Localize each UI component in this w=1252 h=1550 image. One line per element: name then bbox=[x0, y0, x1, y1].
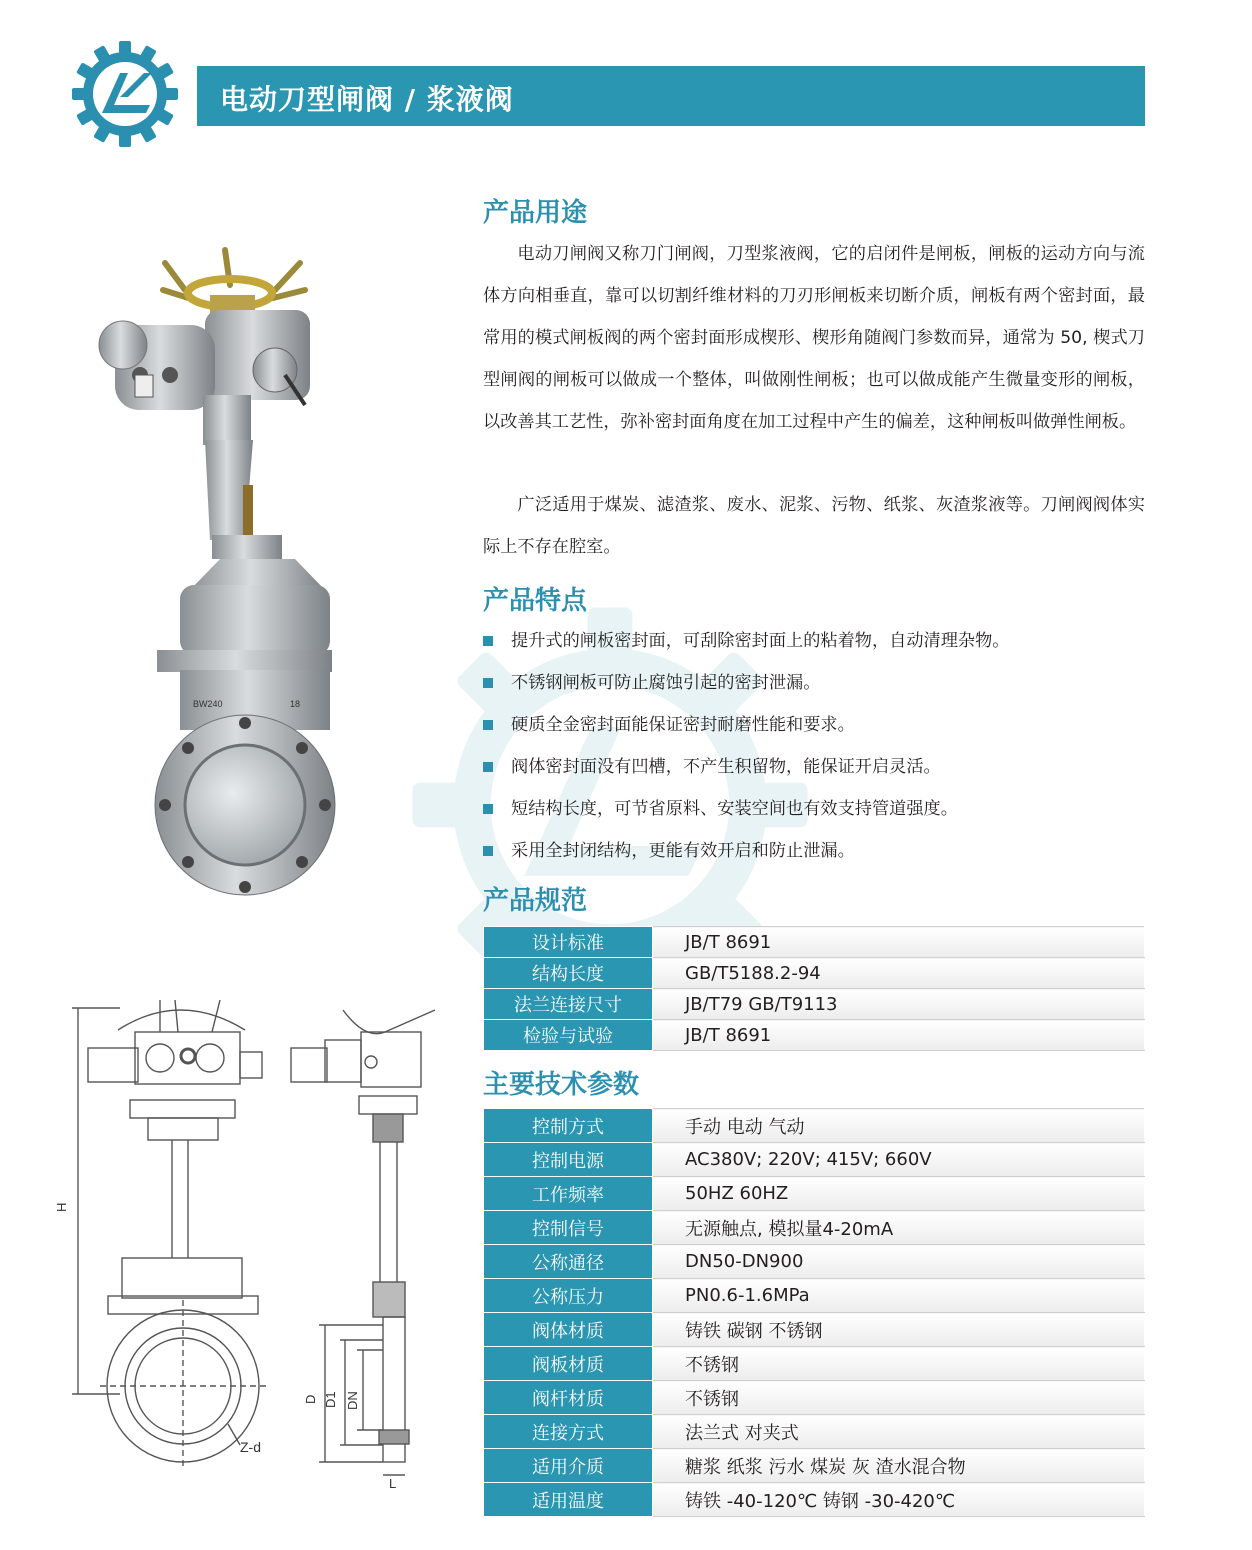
tech-heading: 主要技术参数 bbox=[483, 1070, 640, 1100]
dim-zd-label: Z-d bbox=[240, 1439, 261, 1455]
dim-dn-label: DN bbox=[345, 1391, 360, 1410]
usage-paragraph-2: 广泛适用于煤炭、滤渣浆、废水、泥浆、污物、纸浆、灰渣浆液等。刀闸阀阀体实际上不存在腔室。 bbox=[483, 495, 1145, 557]
feature-item: 短结构长度，可节省原料、安装空间也有效支持管道强度。 bbox=[483, 788, 1145, 830]
features-heading: 产品特点 bbox=[483, 586, 588, 616]
table-row: 连接方式 法兰式 对夹式 bbox=[484, 1415, 1145, 1449]
table-row: 控制信号 无源触点, 模拟量4-20mA bbox=[484, 1211, 1145, 1245]
table-row: 适用介质 糖浆 纸浆 污水 煤炭 灰 渣水混合物 bbox=[484, 1449, 1145, 1483]
dim-d1-label: D1 bbox=[323, 1391, 338, 1408]
features-list bbox=[483, 620, 1145, 872]
feature-item: 硬质全金密封面能保证密封耐磨性能和要求。 bbox=[483, 704, 1145, 746]
table-row: 公称压力 PN0.6-1.6MPa bbox=[484, 1279, 1145, 1313]
page-title: 电动刀型闸阀 / 浆液阀 bbox=[220, 83, 514, 116]
front-view-drawing bbox=[54, 1000, 290, 1480]
table-row: 阀体材质 铸铁 碳钢 不锈钢 bbox=[484, 1313, 1145, 1347]
table-row: 适用温度 铸铁 -40-120℃ 铸钢 -30-420℃ bbox=[484, 1483, 1145, 1517]
gear-logo-icon bbox=[70, 39, 180, 149]
table-row: 控制方式 手动 电动 气动 bbox=[484, 1109, 1145, 1143]
bullet-square-icon bbox=[483, 762, 493, 772]
table-row: 工作频率 50HZ 60HZ bbox=[484, 1177, 1145, 1211]
dim-l-label: L bbox=[389, 1476, 397, 1491]
table-row: 法兰连接尺寸 JB/T79 GB/T9113 bbox=[484, 989, 1145, 1020]
bullet-square-icon bbox=[483, 720, 493, 730]
table-row: 阀杆材质 不锈钢 bbox=[484, 1381, 1145, 1415]
dim-d-label: D bbox=[303, 1394, 318, 1404]
feature-item: 不锈钢闸板可防止腐蚀引起的密封泄漏。 bbox=[483, 662, 1145, 704]
specs-table bbox=[483, 926, 1145, 1051]
bullet-square-icon bbox=[483, 846, 493, 856]
table-row: 检验与试验 JB/T 8691 bbox=[484, 1020, 1145, 1051]
feature-item: 采用全封闭结构，更能有效开启和防止泄漏。 bbox=[483, 830, 1145, 872]
table-row: 控制电源 AC380V; 220V; 415V; 660V bbox=[484, 1143, 1145, 1177]
bullet-square-icon bbox=[483, 636, 493, 646]
usage-heading: 产品用途 bbox=[483, 198, 588, 228]
table-row: 阀板材质 不锈钢 bbox=[484, 1347, 1145, 1381]
tech-params-table bbox=[483, 1108, 1145, 1517]
table-row: 结构长度 GB/T5188.2-94 bbox=[484, 958, 1145, 989]
side-view-drawing bbox=[285, 1000, 455, 1490]
bullet-square-icon bbox=[483, 804, 493, 814]
specs-heading: 产品规范 bbox=[483, 886, 588, 916]
nameplate-mark: 18 bbox=[290, 699, 301, 709]
table-row: 设计标准 JB/T 8691 bbox=[484, 927, 1145, 958]
bullet-square-icon bbox=[483, 678, 493, 688]
valve-product-photo bbox=[85, 245, 365, 895]
feature-item: 阀体密封面没有凹槽，不产生积留物，能保证开启灵活。 bbox=[483, 746, 1145, 788]
feature-item: 提升式的闸板密封面，可刮除密封面上的粘着物，自动清理杂物。 bbox=[483, 620, 1145, 662]
usage-paragraph-1: 电动刀闸阀又称刀门闸阀，刀型浆液阀，它的启闭件是闸板，闸板的运动方向与流体方向相垂直，靠可以切割纤维材料的刀刃形闸板来切断介质，闸板有两个密封面，最常用的模式闸板阀的两个密封面形成楔形、楔形角随阀门参数而异，通常为 50, 楔式刀型闸阀的闸板可以做成一个整体，叫做刚性闸板；也可以做成能产生微量变形的闸板，以改善其工艺性，弥补密封面角度在加工过程中产生的偏差，这种闸板叫做弹性闸板。 bbox=[483, 244, 1145, 432]
table-row: 公称通径 DN50-DN900 bbox=[484, 1245, 1145, 1279]
dim-h-label: H bbox=[54, 1202, 69, 1212]
nameplate-label: BW240 bbox=[193, 699, 223, 709]
